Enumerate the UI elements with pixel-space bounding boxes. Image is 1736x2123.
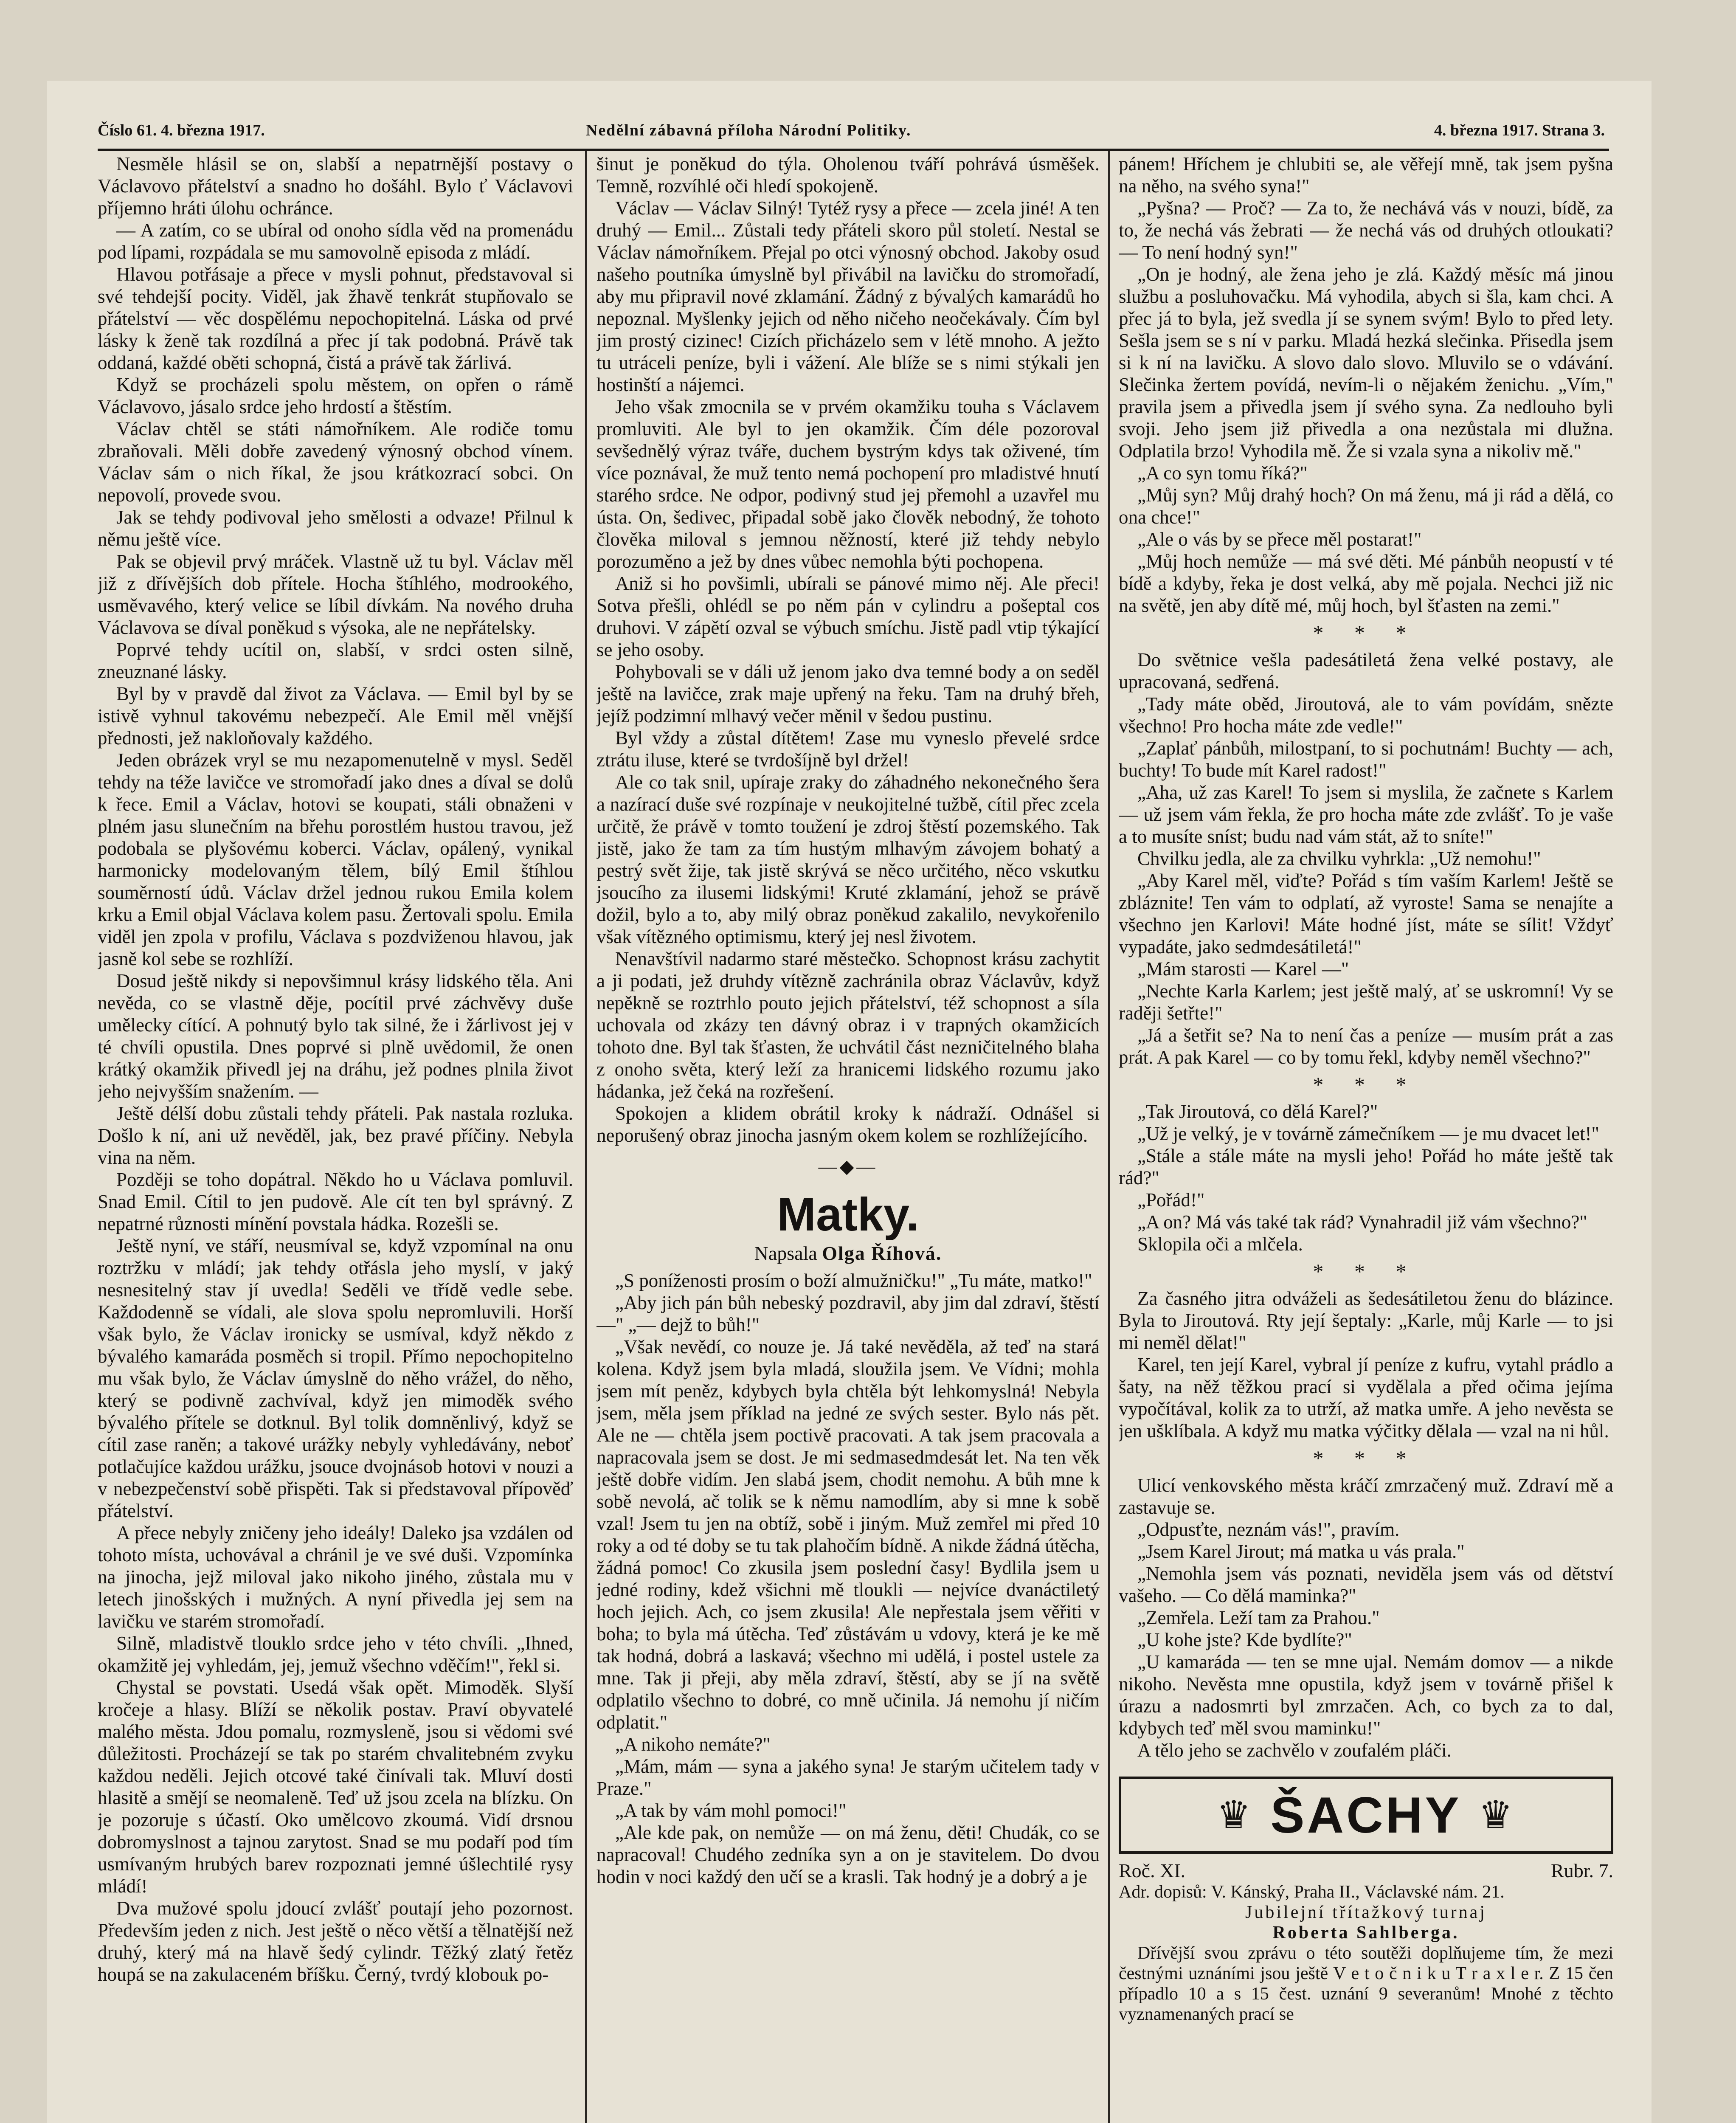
tourney-name: Roberta Sahlberga. — [1272, 1923, 1460, 1943]
column-1 — [98, 153, 573, 2123]
paragraph: „A tak by vám mohl pomoci!" — [615, 1800, 847, 1821]
paragraph: „Stále a stále máte na mysli jeho! Pořád ho máte ještě tak rád?" — [1119, 1145, 1613, 1188]
paragraph: Sklopila oči a mlčela. — [1137, 1233, 1303, 1255]
paragraph: Byl by v pravdě dal život za Václava. — Emil byl by se istivě vyhnul takovému nebezpečí. Ale Emil měl vnější přednosti, jež nakloňovaly každého. — [98, 683, 573, 749]
paragraph: „Zaplať pánbůh, milostpaní, to si pochutnám! Buchty — ach, buchty! To bude mít Karel radost!" — [1119, 738, 1613, 781]
paragraph: „A co syn tomu říká?" — [1137, 462, 1308, 484]
paragraph: „Tak Jiroutová, co dělá Karel?" — [1137, 1101, 1378, 1122]
paragraph: Ulicí venkovského města kráčí zmrzačený muž. Zdraví mě a zastavuje se. — [1119, 1475, 1613, 1518]
paragraph: „Můj syn? Můj drahý hoch? On má ženu, má ji rád a dělá, co ona chce!" — [1119, 484, 1613, 528]
tourney-title: Jubilejní třítažkový turnaj — [1245, 1903, 1487, 1922]
paragraph: Ještě nyní, ve stáří, neusmíval se, když vzpomínal na onu roztržku v mládí; jak tehdy otřásla jeho myslí, v jaký nesnesitelný stav jí uvedla! Seděli ve třídě vedle sebe. Každodenně se vídali, ale slova spolu nepromluvili. Horší však bylo, že Václav ironicky se usmíval, když někdo z bývalého kamaráda posměch si tropil. Přímo nepochopitelno mu však bylo, že Václav úmyslně do něho vrážel, do něho, který se podivně zachvíval, když jen mimoděk svého bývalého přítele se dotknul. Byl tolik domněnlivý, když se cítil zase raněn; a takové urážky nebyly vyhledávány, neboť potlačujíce každou urážku, jsouce dvojnásob hotovi v nouzi a v nebezpečenství sobě přispěti. Tak si představoval přípověď přátelství. — [98, 1235, 573, 1521]
supplement-title: Nedělní zábavná příloha Národní Politiky. — [586, 121, 912, 139]
chess-text: Dřívější svou zprávu o této soutěži doplňujeme tím, že mezi čestnými uznáními jsou ještě V e t o č n i k u T r a x l e r. Z 15 čen případlo 10 a s 15 čest. uznání 9 severanům! Mnohé z těchto vyznamenaných prací se — [1119, 1943, 1613, 2024]
paragraph: Silně, mladistvě tlouklo srdce jeho v této chvíli. „Ihned, okamžitě jej vyhledám, jej, jemuž všechno vděčím!", řekl si. — [98, 1633, 573, 1676]
section-break: * * * — [1313, 1073, 1419, 1096]
section-break: * * * — [1313, 621, 1419, 645]
paragraph: Poprvé tehdy ucítil on, slabší, v srdci osten silně, zneuznané lásky. — [98, 639, 573, 682]
paragraph: — A zatím, co se ubíral od onoho sídla věd na promenádu pod lípami, rozpádala se mu samovolně episoda z mládí. — [98, 220, 573, 263]
paragraph: „On je hodný, ale žena jeho je zlá. Každý měsíc má jinou službu a posluhovačku. Má vyhodila, abych si šla, kam chci. A přec já to byla, jež svedla jí se synem svým! Bylo to před lety. Sešla jsem se s ní v parku. Mladá hezká slečinka. Přisedla jsem si k ní na lavičku. A slovo dalo slovo. Mluvilo se o vdávání. Slečinka žertem povídá, nevím-li o nějakém ženichu. „Vím," pravila jsem a přivedla jsem jí svého syna. Za nedlouho byli svoji. Jeho jsem již přivedla a ona nezůstala mi dlužna. Odplatila brzo! Vyhodila mě. Že si vzala syna a nikoliv mě." — [1119, 264, 1613, 462]
paragraph: „Tady máte oběd, Jiroutová, ale to vám povídám, snězte všechno! Pro hocha máte zde vedle!" — [1119, 693, 1613, 737]
paragraph: „Zemřela. Leží tam za Prahou." — [1137, 1607, 1380, 1628]
paragraph: „Ale kde pak, on nemůže — on má ženu, děti! Chudák, co se napracoval! Chudého zedníka syn a on je stavitelem. Do dvou hodin v noci každý den učí se a krasli. Tak hodný je a dobrý a je — [596, 1822, 1100, 1887]
paragraph: „Aha, už zas Karel! To jsem si myslila, že začnete s Karlem — už jsem vám řekla, že pro hocha máte zde zvlášť. To je vaše a to musíte sníst; budu nad vám stát, až to sníte!" — [1119, 782, 1613, 847]
paragraph: šinut je poněkud do týla. Oholenou tváří pohrává úsměšek. Temně, rozvíhlé oči hledí spokojeně. — [596, 153, 1100, 197]
crown-icon: ♛ — [1478, 1794, 1516, 1836]
paragraph: Za časného jitra odváželi as šedesátiletou ženu do blázince. Byla to Jiroutová. Rty její šeptaly: „Karle, můj Karle — to jsi mi neměl dělat!" — [1119, 1288, 1613, 1353]
column-3 — [1119, 153, 1613, 2123]
paragraph: „Aby jich pán bůh nebeský pozdravil, aby jim dal zdraví, štěstí —" „— dejž to bůh!" — [596, 1292, 1100, 1335]
chess-meta — [1119, 1860, 1613, 1882]
paragraph: Aniž si ho povšimli, ubírali se pánové mimo něj. Ale přeci! Sotva přešli, ohlédl se po něm pán v cylindru a pošeptal cos druhovi. V zápětí ozval se výbuch smíchu. Jistě padl vtip týkající se jeho osoby. — [596, 573, 1100, 660]
column-2 — [596, 153, 1100, 2123]
chess-address: Adr. dopisů: V. Kánský, Praha II., Václavské nám. 21. — [1119, 1882, 1505, 1902]
paragraph: Spokojen a klidem obrátil kroky k nádraží. Odnášel si neporušený obraz jinocha jasným okem kolem se rozhlížejícího. — [596, 1103, 1100, 1146]
paragraph: „Nemohla jsem vás poznati, neviděla jsem vás od dětství vašeho. — Co dělá maminka?" — [1119, 1563, 1613, 1606]
paragraph: Pak se objevil prvý mráček. Vlastně už tu byl. Václav měl již z dřívějších dob přítele. Hocha štíhlého, modrookého, usměvavého, který velice se líbil dívkám. Na nového druha Václavova se díval poněkud s výsoka, ale ne nepřátelsky. — [98, 551, 573, 638]
paragraph: „Mám starosti — Karel —" — [1137, 958, 1349, 980]
paragraph: „Ale o vás by se přece měl postarat!" — [1137, 529, 1422, 550]
paragraph: A přece nebyly zničeny jeho ideály! Daleko jsa vzdálen od tohoto místa, uchovával a chránil je ve své duši. Vzpomínka na jinocha, jejž miloval jako nikoho jiného, zůstala mu v letech jinošských i mužných. A nyní přivedla jej sem na lavičku ve starém stromořadí. — [98, 1522, 573, 1632]
chess-rubric: Rubr. 7. — [1551, 1860, 1613, 1881]
paragraph: „Můj hoch nemůže — má své děti. Mé pánbůh neopustí v té bídě a kdyby, řeka je dost velká, aby mě pojala. Nechci již nic na světě, jen aby dítě mé, můj hoch, byl šťasten na zemi." — [1119, 551, 1613, 616]
paragraph: Nenavštívil nadarmo staré městečko. Schopnost krásu zachytit a ji podati, jež druhdy vítězně zachránila obraz Václavův, když nepěkně se roztrhlo pouto jejich přátelství, též schopnost a síla uchovala od zkázy ten dávný obraz i v trapných okamžicích tohoto dne. Byl tak šťasten, že uchvátil část nezničitelného blaha z onoho světa, který leží za hranicemi lidského rozumu jako hádanka, jež čeká na rozřešení. — [596, 948, 1100, 1102]
paragraph: „Už je velký, je v továrně zámečníkem — je mu dvacet let!" — [1137, 1123, 1599, 1144]
paragraph: „Však nevědí, co nouze je. Já také nevěděla, až teď na stará kolena. Když jsem byla mladá, sloužila jsem. Ve Vídni; mohla jsem mít peněz, kdybych byla chtěla být lehkomyslná! Nebyla jsem, měla jsem příklad na jedné ze svých sester. Bylo nás pět. Ale ne — chtěla jsem poctivě pracovati. A tak jsem pracovala a napracovala jsem se dost. Je mi sedmasedmdesát let. Na ten věk ještě dobře vidím. Jen slabá jsem, chodit nemohu. A bůh mne k sobě nevolá, ač tolik se k němu namodlím, aby si mne k sobě vzal! Jsem tu jen na obtíž, sobě i jiným. Muž zemřel mi před 10 roky a od té doby se tu tak plahočím bídně. A nikde žádná útěcha, žádná pomoc! Co zkusila jsem poslední časy! Bydlila jsem u jedné rodiny, kdež všichni mě tloukli — nejvíce dvanáctiletý hoch jejich. Ach, co jsem zkusila! Ale nepřestala jsem věřiti v boha; to byla má útěcha. Teď zůstávám u vdovy, která je ke mě tak hodná, dobrá a laskavá; všechno mi udělá, i postel ustele za mne. Tak ji přeji, aby měla zdraví, štěstí, aby se jí na světě odplatilo všechno to dobré, co mně učinila. Já nemohu jí ničím odplatit." — [596, 1336, 1100, 1733]
paragraph: „S poníženosti prosím o boží almužničku!" „Tu máte, matko!" — [615, 1270, 1092, 1291]
section-break: * * * — [1313, 1259, 1419, 1283]
chess-banner — [1119, 1777, 1613, 1854]
paragraph: „Mám, mám — syna a jakého syna! Je starým učitelem tady v Praze." — [596, 1756, 1100, 1799]
issue-number: Číslo 61. 4. března 1917. — [98, 121, 265, 139]
paragraph: „U kamaráda — ten se mne ujal. Nemám domov — a nikde nikoho. Nevěsta mne opustila, když jsem v továrně přišel k úrazu a nadosmrti byl zmrzačen. Ach, co bych za to dal, kdybych teď měl svou maminku!" — [1119, 1651, 1613, 1739]
paragraph: Hlavou potřásaje a přece v mysli pohnut, představoval si své tehdejší pocity. Viděl, jak žhavě tenkrát stupňovalo se přátelství — věc dospělému nepochopitelná. Láska od prvé lásky k ženě tak rozdílná a přec jí tak podobná. Právě tak oddaná, každé oběti schopná, čistá a právě tak žárlivá. — [98, 264, 573, 373]
paragraph: „U kohe jste? Kde bydlíte?" — [1137, 1629, 1352, 1650]
paragraph: „Pořád!" — [1137, 1189, 1205, 1211]
paragraph: Václav chtěl se státi námořníkem. Ale rodiče tomu zbraňovali. Měli dobře zavedený výnosný obchod vínem. Václav sám o nich říkal, že jsou krátkozrací sobci. On nepovolí, provede svou. — [98, 418, 573, 506]
paragraph: „Jsem Karel Jirout; má matka u vás prala." — [1137, 1541, 1465, 1562]
paragraph: „Pyšna? — Proč? — Za to, že nechává vás v nouzi, bídě, za to, že nechá vás žebrati — že nechá vás od druhých otloukati? — To není hodný syn!" — [1119, 197, 1613, 263]
paragraph: Chystal se povstati. Usedá však opět. Mimoděk. Slyší kročeje a hlasy. Blíží se několik postav. Praví obyvatelé malého města. Jdou pomalu, rozmysleně, jsou si vědomi své důležitosti. Procházejí se tak po starém chvalitebném zvyku každou neděli. Jejich otcové také činívali tak. Mluví dosti hlasitě a smějí se neomaleně. Teď už jsou zcela na blízku. On je pozoruje s účastí. Oko umělcovo zkoumá. Vidí drsnou dobromyslnost a tajnou zarytost. Snad se mu podaří pod tím usmívaným hrubých barev rozpoznati jemné úšlechtilé rysy mládí! — [98, 1677, 573, 1897]
paragraph: Jeden obrázek vryl se mu nezapomenutelně v mysl. Seděl tehdy na téže lavičce ve stromořadí jako dnes a díval se dolů k řece. Emil a Václav, hotovi se koupati, stáli obnaženi v plném jasu slunečním na břehu porostlém hustou travou, jež podobala se plyšovému koberci. Václav, opálený, vynikal harmonicky modelovaným tělem, bílý Emil štíhlou souměrností údů. Václav držel jednou rukou Emila kolem krku a Emil objal Václava kolem pasu. Žertovali spolu. Emila viděl jen zpola v profilu, Václava s pozdviženou hlavou, jak jasně kol sebe se rozhlíží. — [98, 749, 573, 969]
byline-prefix: Napsala — [754, 1242, 817, 1264]
paragraph: „Odpusťte, neznám vás!", pravím. — [1137, 1519, 1400, 1540]
paragraph: Jak se tehdy podivoval jeho smělosti a odvaze! Přilnul k němu ještě více. — [98, 507, 573, 550]
chess-title: ŠACHY — [1270, 1787, 1462, 1844]
paragraph: Karel, ten její Karel, vybral jí peníze z kufru, vytahl prádlo a šaty, na něž těžkou prací si vydělala a před očima jejíma vypočítával, kolik za to utrží, až matka umře. A jeho nevěsta se jen ušklíbala. A když mu matka výčitky dělala — vzal na ni hůl. — [1119, 1354, 1613, 1442]
page-header — [98, 121, 1605, 151]
paragraph: „A on? Má vás také tak rád? Vynahradil již vám všechno?" — [1137, 1211, 1587, 1233]
paragraph: Chvilku jedla, ale za chvilku vyhrkla: „Už nemohu!" — [1137, 848, 1541, 869]
section-break: * * * — [1313, 1446, 1419, 1470]
story-title: Matky. — [777, 1188, 919, 1241]
paragraph: „Aby Karel měl, viďte? Pořád s tím vaším Karlem! Ještě se zbláznite! Ten vám to odplatí, až vyroste! Sama se nenajíte a všechno jen Karlovi! Máte hodné jíst, máte se sílit! Vždyť vypadáte, jako sedmdesátiletá!" — [1119, 870, 1613, 957]
header-rule — [98, 149, 1609, 151]
paragraph: pánem! Hříchem je chlubiti se, ale věřejí mně, tak jsem pyšna na něho, na svého syna!" — [1119, 153, 1613, 197]
paragraph: Dva mužové spolu jdoucí zvlášť poutají jeho pozornost. Především jeden z nich. Jest ještě o něco větší a tělnatější než druhý, který má na hlavě šedý cylindr. Těžký zlatý řetěz houpá se na zakulaceném bříšku. Černý, tvrdý klobouk po- — [98, 1898, 573, 1985]
page-date-number: 4. března 1917. Strana 3. — [1434, 121, 1605, 139]
column-divider — [1108, 151, 1110, 2123]
crown-icon: ♛ — [1216, 1794, 1254, 1836]
paragraph: A tělo jeho se zachvělo v zoufalém pláči. — [1137, 1740, 1452, 1761]
paragraph: Byl vždy a zůstal dítětem! Zase mu vyneslo převelé srdce ztrátu iluse, které se tvrdošíjně byl držel! — [596, 727, 1100, 771]
column-divider — [585, 151, 587, 2123]
paragraph: „Nechte Karla Karlem; jest ještě malý, ať se uskromní! Vy se raději šetřte!" — [1119, 980, 1613, 1024]
paragraph: Ještě délší dobu zůstali tehdy přáteli. Pak nastala rozluka. Došlo k ní, ani už nevěděl, jak, bez pravé příčiny. Nebyla vina na něm. — [98, 1103, 573, 1168]
story-separator: —◆— — [818, 1156, 878, 1177]
paragraph: Když se procházeli spolu městem, on opřen o rámě Václavovo, jásalo srdce jeho hrdostí a štěstím. — [98, 374, 573, 417]
paragraph: Pohybovali se v dáli už jenom jako dva temné body a on seděl ještě na lavičce, zrak maje upřený na řeku. Tam na druhý břeh, jejíž podzimní mlhavý večer měnil v šedou pustinu. — [596, 661, 1100, 726]
paragraph: Později se toho dopátral. Někdo ho u Václava pomluvil. Snad Emil. Cítil to jen pudově. Ale cít ten byl správný. Z nepatrné různosti mínění povstala hádka. Rozešli se. — [98, 1169, 573, 1234]
paragraph: Jeho však zmocnila se v prvém okamžiku touha s Václavem promluviti. Ale byl to jen okamžik. Čím déle pozoroval sevšednělý výraz tváře, duchem bystrým kdys tak oživené, tím více poznával, že muž tento nemá pochopení pro mladistvé hnutí starého srdce. Ne odpor, podivný stud jej přemohl a uzavřel mu ústa. On, šedivec, připadal sobě jako člověk nebodný, že tohoto člověka miloval s jemnou něžností, které již tehdy nebylo porozuměno a jež by dnes vůbec nemohla býti pochopena. — [596, 396, 1100, 572]
story-byline — [596, 1242, 1100, 1264]
paragraph: Dosud ještě nikdy si nepovšimnul krásy lidského těla. Ani nevěda, co se vlastně děje, pocítil prvé záchvěvy duše umělecky cítící. A pohnutý bylo tak silné, že i žárlivost jej v té chvíli opustila. Dnes poprvé si plně uvědomil, že onen krátký okamžik přivedl jej na dráhu, jež podnes plnila život jeho nejvyšším snažením. — — [98, 970, 573, 1102]
paragraph: Ale co tak snil, upíraje zraky do záhadného nekonečného šera a nazírací duše své rozpínaje v neukojitelné tužbě, cítil přec zcela určitě, že právě v tomto toužení je zdroj štěstí pozemského. Tak jistě, jako že tam za tím hustým mlhavým závojem bohatý a pestrý svět žije, tak jistě skrývá se něco určitého, něco vskutku jsoucího za ilusemi lidskými! Kruté zklamání, jehož se právě dožil, bylo a to, aby milý obraz poněkud zakalilo, nevykořenilo však vítězného optimismu, který jej nesl životem. — [596, 771, 1100, 947]
chess-volume: Roč. XI. — [1119, 1860, 1186, 1881]
paragraph: Nesměle hlásil se on, slabší a nepatrnější postavy o Václavovo přátelství a snadno ho došáhl. Bylo ť Václavovi příjemno hráti úlohu ochránce. — [98, 153, 573, 219]
paragraph: „A nikoho nemáte?" — [615, 1734, 771, 1755]
paragraph: Václav — Václav Silný! Tytéž rysy a přece — zcela jiné! A ten druhý — Emil... Zůstali tedy přáteli skoro půl století. Nestal se Václav námořníkem. Přejal po otci výnosný obchod. Jakoby osud našeho poutníka úmyslně byl přivábil na lavičku do stromořadí, aby mu připravil nové zklamání. Žádný z bývalých kamarádů ho nepoznal. Myšlenky jejich od něho ničeho neočekávaly. Čím byl jim prostý cizinec! Cizích přicházelo sem v létě mnoho. A ježto tu utráceli peníze, byli i vážení. Ale blíže se s nimi stýkali jen hostinští a nájemci. — [596, 197, 1100, 395]
paragraph: „Já a šetřit se? Na to není čas a peníze — musím prát a zas prát. A pak Karel — co by tomu řekl, kdyby neměl všechno?" — [1119, 1025, 1613, 1068]
author-name: Olga Říhová. — [822, 1242, 942, 1264]
paragraph: Do světnice vešla padesátiletá žena velké postavy, ale upracovaná, sedřená. — [1119, 649, 1613, 693]
